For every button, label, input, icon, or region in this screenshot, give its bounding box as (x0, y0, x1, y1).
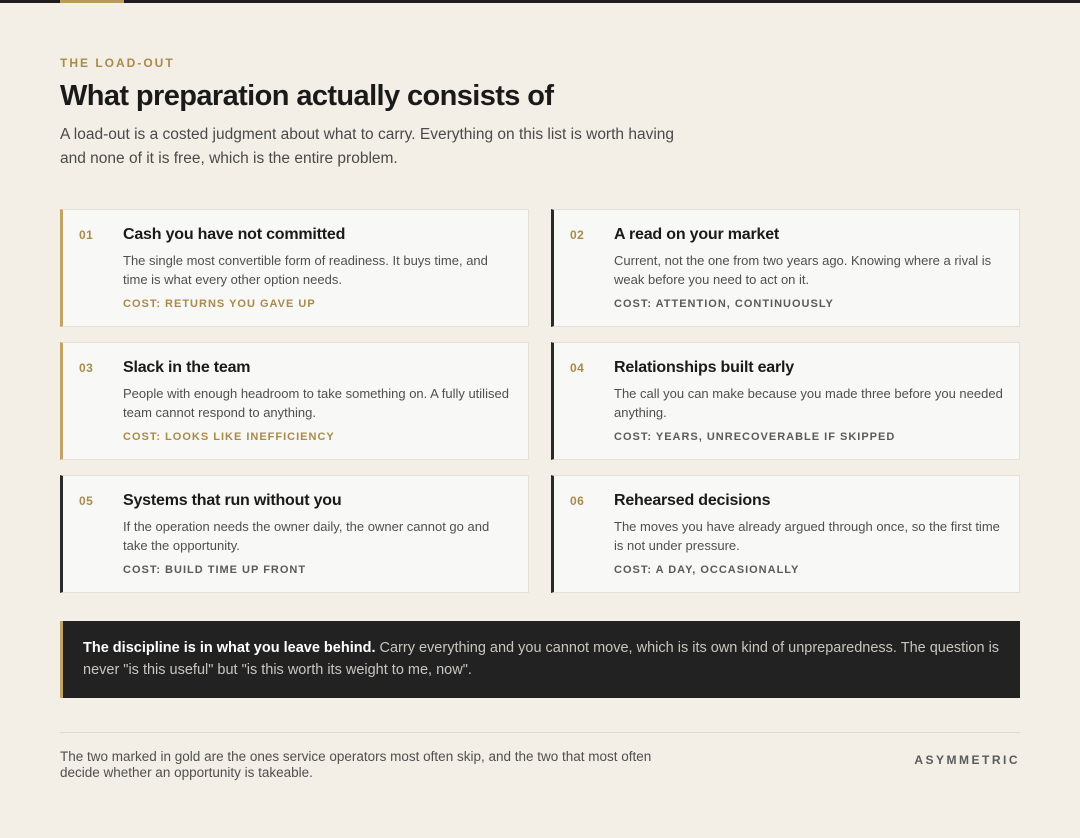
page-title: What preparation actually consists of (60, 80, 554, 112)
card-cost: COST: ATTENTION, CONTINUOUSLY (614, 298, 834, 310)
card-cost: COST: BUILD TIME UP FRONT (123, 564, 307, 576)
card-number: 04 (570, 361, 585, 375)
card-title: Relationships built early (614, 359, 794, 376)
footer-note: The two marked in gold are the ones service operators most often skip, and the two that most often decide whether an opportunity is takeable. (60, 749, 652, 780)
loadout-card-06 (551, 475, 1020, 593)
loadout-card-02 (551, 209, 1020, 327)
card-title: Systems that run without you (123, 492, 342, 509)
section-eyebrow: THE LOAD-OUT (60, 56, 175, 70)
card-title: Cash you have not committed (123, 226, 346, 243)
card-description: The single most convertible form of readiness. It buys time, and time is what every other option needs. (123, 253, 488, 287)
callout-text: Carry everything and you cannot move, which is its own kind of unpreparedness. The question is never "is this useful" but "is this worth its weight to me, now". (83, 640, 1000, 678)
card-title: Rehearsed decisions (614, 492, 771, 509)
card-description: Current, not the one from two years ago. Knowing where a rival is weak before you need to act on it. (614, 253, 992, 287)
card-description: People with enough headroom to take something on. A fully utilised team cannot respond to anything. (123, 386, 509, 420)
card-number: 01 (79, 228, 94, 242)
card-description: If the operation needs the owner daily, the owner cannot go and take the opportunity. (123, 519, 490, 553)
footer-divider (60, 732, 1020, 733)
card-title: A read on your market (614, 226, 780, 243)
card-number: 06 (570, 494, 585, 508)
page-content (60, 56, 1020, 781)
card-cost: COST: A DAY, OCCASIONALLY (614, 564, 800, 576)
card-number: 03 (79, 361, 94, 375)
card-number: 05 (79, 494, 94, 508)
card-cost: COST: RETURNS YOU GAVE UP (123, 298, 316, 310)
loadout-card-01 (60, 209, 529, 327)
top-rule-accent (60, 0, 124, 3)
loadout-card-05 (60, 475, 529, 593)
card-number: 02 (570, 228, 585, 242)
intro-paragraph: A load-out is a costed judgment about what to carry. Everything on this list is worth having and none of it is free, which is the entire problem. (60, 126, 675, 167)
loadout-card-04 (551, 342, 1020, 460)
loadout-grid (60, 209, 1020, 593)
top-rule (0, 0, 1080, 3)
footer (60, 749, 1020, 781)
loadout-card-03 (60, 342, 529, 460)
callout-lead: The discipline is in what you leave behind. (83, 640, 376, 656)
card-cost: COST: LOOKS LIKE INEFFICIENCY (123, 431, 335, 443)
card-description: The call you can make because you made three before you needed anything. (614, 386, 1003, 420)
card-title: Slack in the team (123, 359, 251, 376)
brand-wordmark: ASYMMETRIC (914, 753, 1020, 767)
card-description: The moves you have already argued through once, so the first time is not under pressure. (614, 519, 1000, 553)
discipline-callout (60, 621, 1020, 698)
card-cost: COST: YEARS, UNRECOVERABLE IF SKIPPED (614, 431, 896, 443)
